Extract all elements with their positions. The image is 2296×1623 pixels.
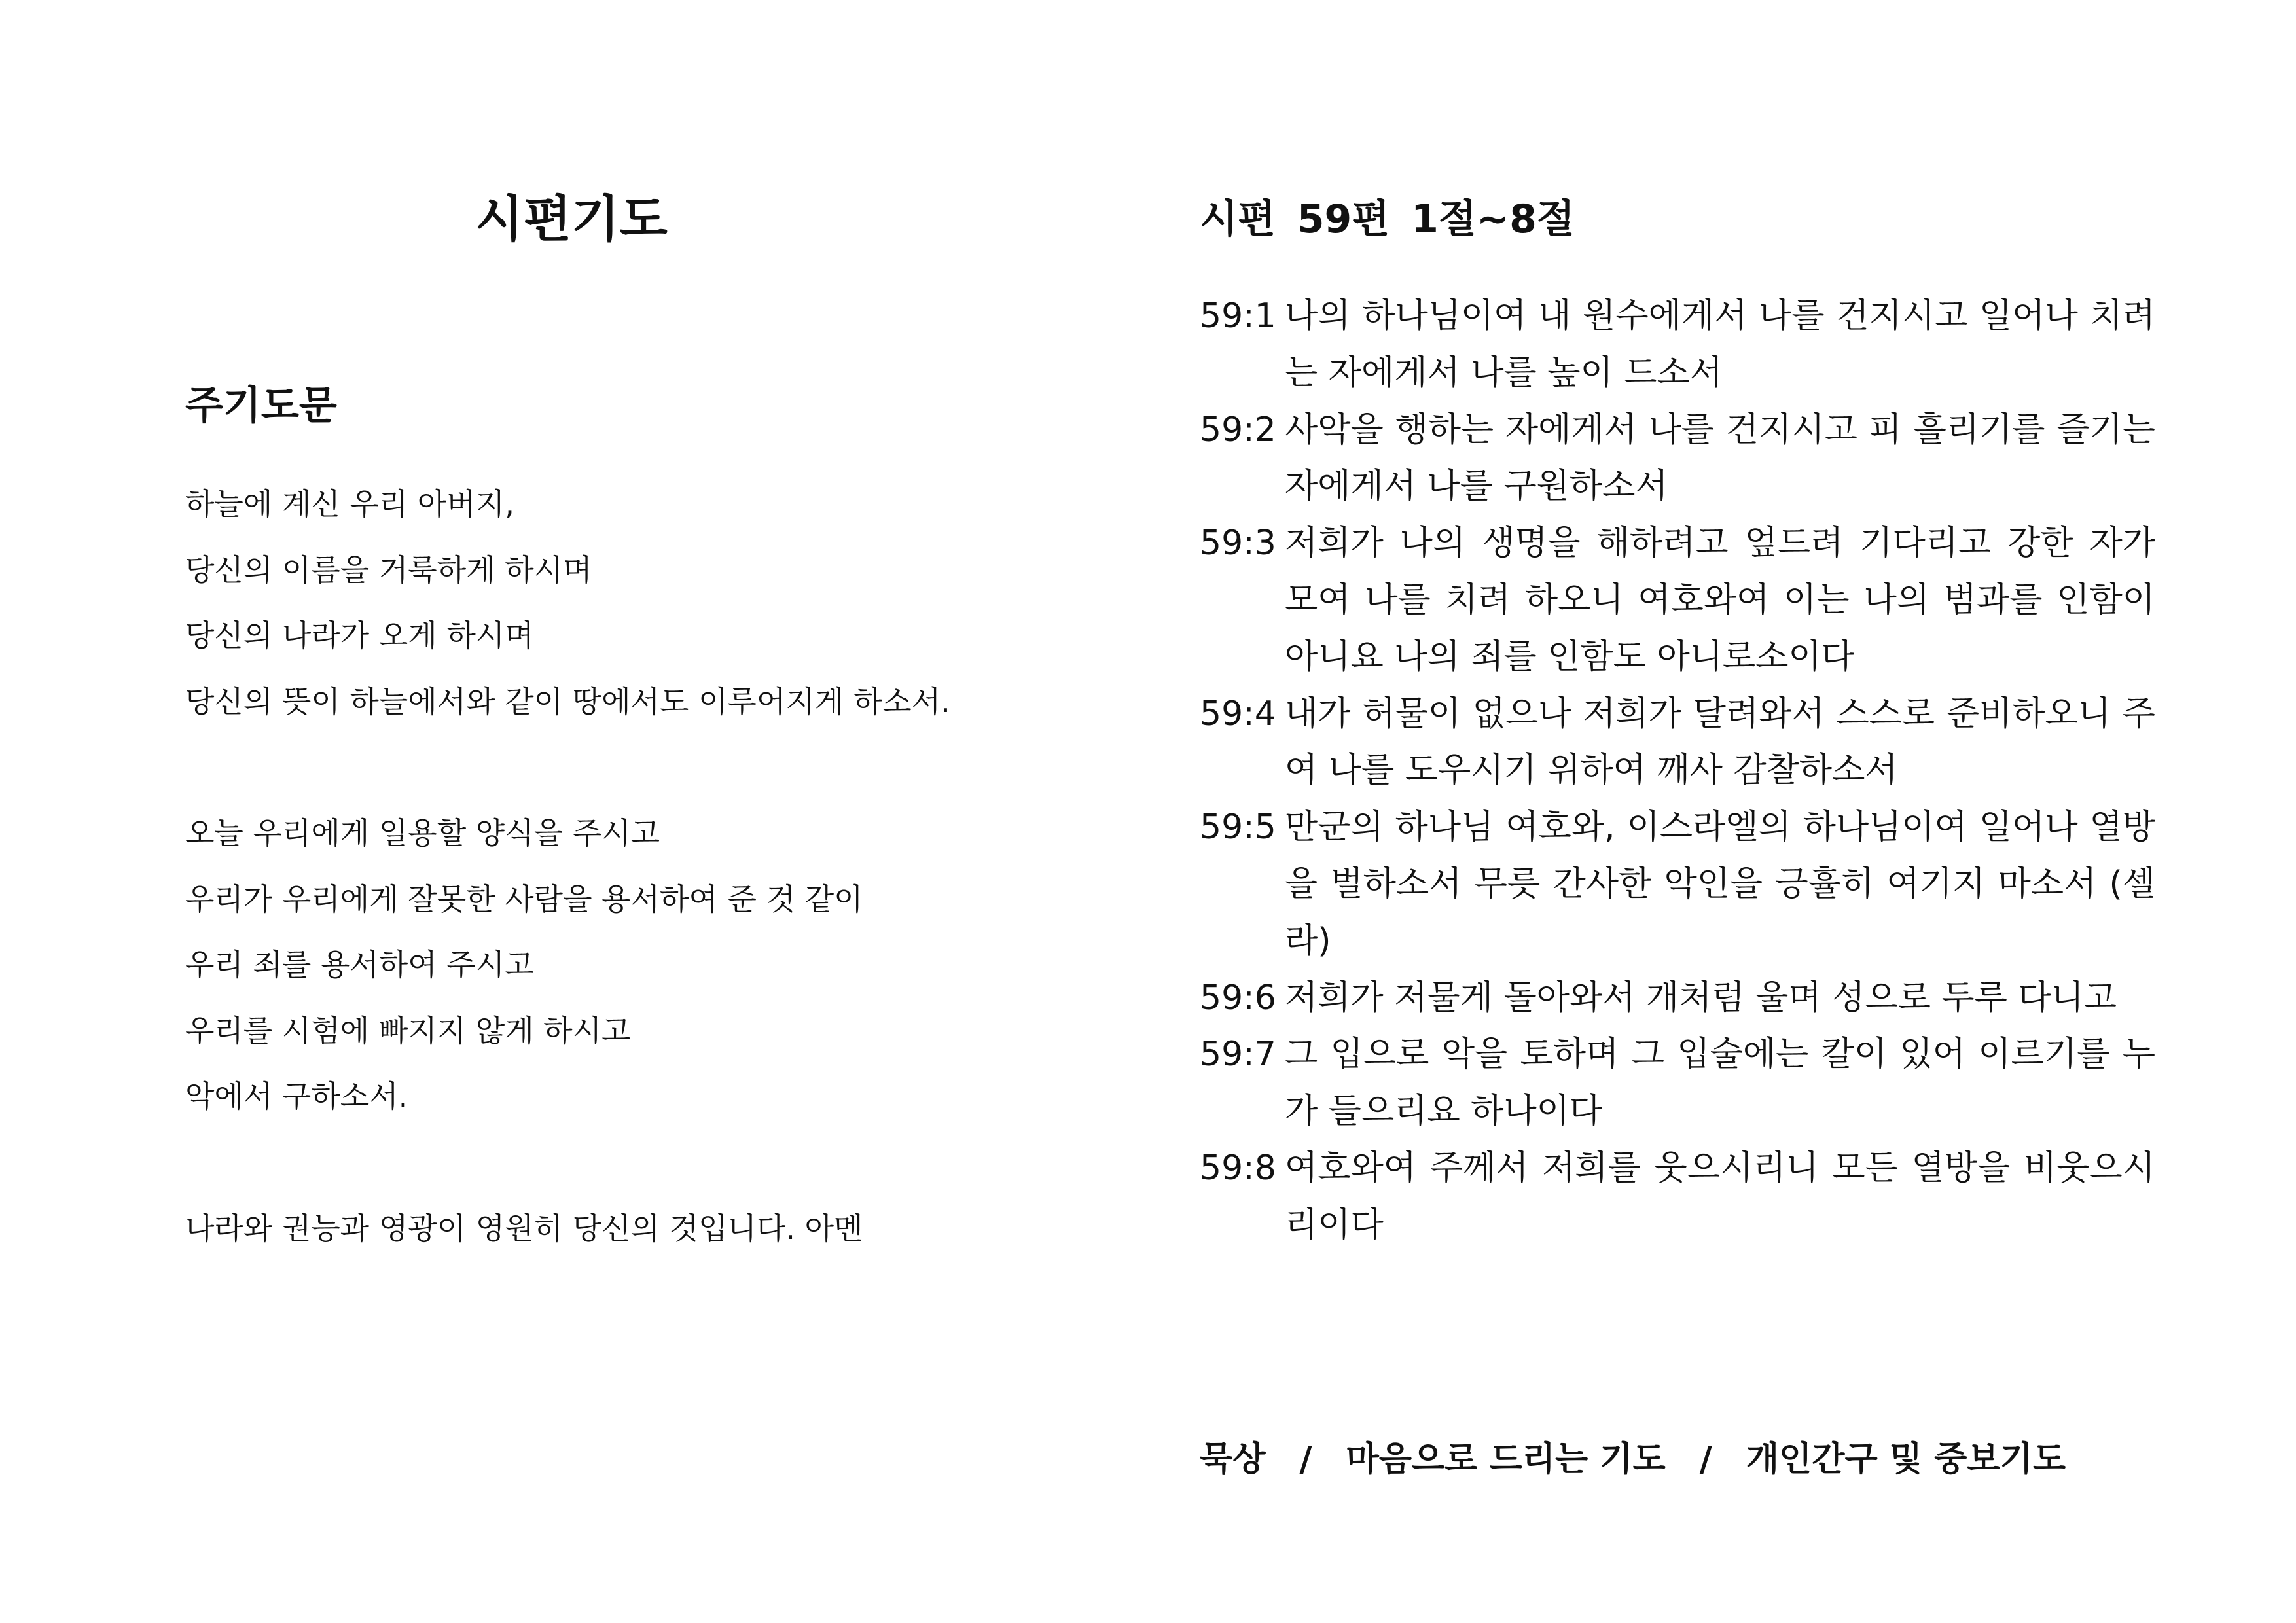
prayer-line: 우리를 시험에 빠지지 않게 하시고 [185,1012,631,1048]
verse-number: 59:7 [1200,1035,1276,1075]
verse-text: 저희가 저물게 돌아와서 개처럼 울며 성으로 두루 다니고 [1285,978,2117,1018]
verse-row [1200,686,2155,800]
verse-number: 59:8 [1200,1148,1276,1188]
footer-meditation: 묵상 [1200,1440,1266,1479]
verse-text: 그 입으로 악을 토하며 그 입술에는 칼이 있어 이르기를 누가 들으리요 하나이다 [1285,1035,2155,1132]
prayer-line: 우리가 우리에게 잘못한 사람을 용서하여 준 것 같이 [185,881,863,917]
verse-number: 59:4 [1200,694,1276,734]
verse-number: 59:2 [1200,410,1276,450]
verse-number: 59:3 [1200,524,1276,563]
psalm-verses [1200,288,2155,1254]
verse-row [1200,1140,2155,1254]
lords-prayer-text [185,471,1102,1261]
verse-row [1200,402,2155,516]
left-column [185,177,1088,1246]
paragraph-gap [185,1130,1102,1196]
prayer-line: 당신의 이름을 거룩하게 하시며 [185,552,592,588]
footer-heart-prayer: 마음으로 드리는 기도 [1346,1440,1666,1479]
prayer-order-footer [1200,1427,2155,1492]
footer-intercession: 개인간구 및 중보기도 [1746,1440,2066,1479]
prayer-line: 당신의 뜻이 하늘에서와 같이 땅에서도 이루어지게 하소서. [185,683,950,719]
verse-text: 사악을 행하는 자에게서 나를 건지시고 피 흘리기를 즐기는 자에게서 나를 구원하소서 [1285,410,2155,507]
prayer-line: 당신의 나라가 오게 하시며 [185,618,534,654]
prayer-line: 악에서 구하소서. [185,1079,408,1115]
verse-row [1200,970,2155,1027]
prayer-line: 나라와 권능과 영광이 영원히 당신의 것입니다. 아멘 [185,1210,863,1246]
verse-number: 59:1 [1200,296,1276,336]
verse-number: 59:5 [1200,808,1276,847]
verse-text: 여호와여 주께서 저희를 웃으시리니 모든 열방을 비웃으시리이다 [1285,1148,2155,1245]
page-title: 시편기도 [475,190,668,248]
verse-text: 저희가 나의 생명을 해하려고 엎드려 기다리고 강한 자가 모여 나를 치려 하오니 여호와여 이는 나의 범과를 인함이 아니요 나의 죄를 인함도 아니로소이다 [1285,524,2155,677]
verse-row [1200,1026,2155,1140]
verse-text: 만군의 하나님 여호와, 이스라엘의 하나님이여 일어나 열방을 벌하소서 무릇 간사한 악인을 긍휼히 여기지 마소서 (셀라) [1285,808,2155,961]
prayer-line: 하늘에 계신 우리 아버지, [185,486,514,522]
paragraph-gap [185,734,1102,800]
verse-row [1200,515,2155,685]
prayer-line: 오늘 우리에게 일용할 양식을 주시고 [185,815,660,851]
verse-row [1200,799,2155,969]
lords-prayer-heading: 주기도문 [185,383,337,429]
footer-separator: / [1299,1440,1312,1479]
verse-text: 나의 하나님이여 내 원수에게서 나를 건지시고 일어나 치려는 자에게서 나를 높이 드소서 [1285,296,2155,393]
verse-text: 내가 허물이 없으나 저희가 달려와서 스스로 준비하오니 주여 나를 도우시기 위하여 깨사 감찰하소서 [1285,694,2155,791]
right-column [1200,177,2155,1479]
prayer-line: 우리 죄를 용서하여 주시고 [185,947,534,983]
verse-row [1200,288,2155,402]
psalm-reference-title: 시편 59편 1절~8절 [1200,196,1575,242]
verse-number: 59:6 [1200,978,1276,1018]
footer-separator: / [1699,1440,1712,1479]
